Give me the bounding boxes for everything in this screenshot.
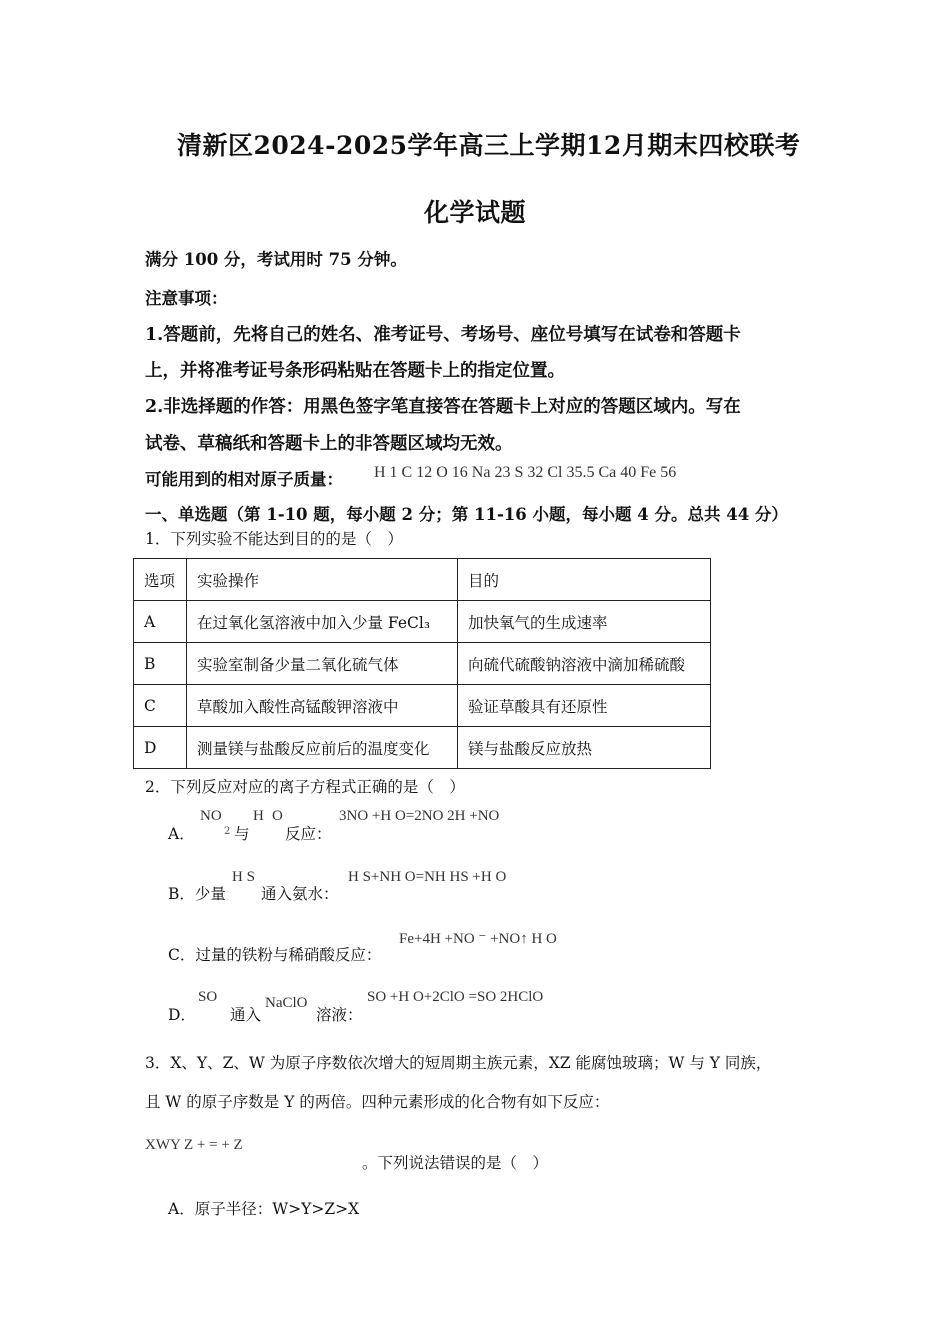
question-3-stem-line-1: 3．X、Y、Z、W 为原子序数依次增大的短周期主族元素，XZ 能腐蚀玻璃；W 与 Y 同族， xyxy=(145,1054,772,1072)
question-2-stem: 2．下列反应对应的离子方程式正确的是（ ） xyxy=(145,778,465,796)
notice-2-line-1: 2.非选择题的作答：用黑色签字笔直接答在答题卡上对应的答题区域内。写在 xyxy=(145,397,741,417)
section-1-heading: 一、单选题（第 1-10 题，每小题 2 分；第 11-16 小题，每小题 4 分。总共 44 分） xyxy=(145,505,788,524)
question-3-stem-line-2: 且 W 的原子序数是 Y 的两倍。四种元素形成的化合物有如下反应： xyxy=(145,1093,610,1111)
table-row xyxy=(134,601,711,643)
q2-option-b-label: B．少量 xyxy=(168,885,226,903)
q2-b-mid-text: 通入氨水： xyxy=(261,885,339,903)
notice-1-line-2: 上，并将准考证号条形码粘贴在答题卡上的指定位置。 xyxy=(145,361,565,381)
q2-a-water-o: O xyxy=(272,808,283,824)
question-3-ask: 。下列说法错误的是（ ） xyxy=(362,1154,549,1172)
table-cell: 向硫代硫酸钠溶液中滴加稀硫酸 xyxy=(458,643,711,685)
notice-2-line-2: 试卷、草稿纸和答题卡上的非答题区域均无效。 xyxy=(145,434,513,454)
q2-b-equation: H S+NH O=NH HS +H O xyxy=(348,869,507,885)
q2-a-subscript: 2 xyxy=(224,826,231,837)
q2-a-water-h: H xyxy=(253,808,264,824)
q2-d-reagent: NaClO xyxy=(265,995,308,1011)
question-1-stem: 1．下列实验不能达到目的的是（ ） xyxy=(145,530,403,548)
table-row xyxy=(134,685,711,727)
table-cell: D xyxy=(134,727,187,769)
table-cell: 在过氧化氢溶液中加入少量 FeCl₃ xyxy=(187,601,458,643)
table-cell: 实验室制备少量二氧化硫气体 xyxy=(187,643,458,685)
q2-option-a-label: A． xyxy=(168,825,195,843)
atomic-mass-values: H 1 C 12 O 16 Na 23 S 32 Cl 35.5 Ca 40 Fe 56 xyxy=(374,464,677,481)
table-cell: 镁与盐酸反应放热 xyxy=(458,727,711,769)
notice-1-line-1: 1.答题前，先将自己的姓名、准考证号、考场号、座位号填写在试卷和答题卡 xyxy=(145,325,741,345)
question-3-equation: XWY Z + = + Z xyxy=(145,1137,243,1153)
table-cell: A xyxy=(134,601,187,643)
question-1-table xyxy=(133,558,711,769)
q2-b-hydrogen-sulfide: H S xyxy=(232,869,255,885)
q2-d-mid-text: 通入 xyxy=(230,1006,262,1024)
table-header-cell: 目的 xyxy=(458,559,711,601)
q2-d-equation: SO +H O+2ClO =SO 2HClO xyxy=(367,989,544,1005)
notice-heading: 注意事项： xyxy=(145,289,228,308)
table-cell: B xyxy=(134,643,187,685)
question-3-option-a: A．原子半径：W>Y>Z>X xyxy=(168,1200,360,1218)
table-cell: C xyxy=(134,685,187,727)
table-header-row xyxy=(134,559,711,601)
paper-title: 清新区2024-2025学年高三上学期12月期末四校联考 xyxy=(177,131,801,160)
q2-d-tail-text: 溶液： xyxy=(316,1006,363,1024)
table-header-cell: 实验操作 xyxy=(187,559,458,601)
table-cell: 加快氧气的生成速率 xyxy=(458,601,711,643)
table-row xyxy=(134,643,711,685)
q2-a-with: 与 xyxy=(234,825,250,843)
q2-a-nitrogen-dioxide: NO xyxy=(200,808,222,824)
table-cell: 测量镁与盐酸反应前后的温度变化 xyxy=(187,727,458,769)
q2-option-d-label: D． xyxy=(168,1006,196,1024)
table-cell: 草酸加入酸性高锰酸钾溶液中 xyxy=(187,685,458,727)
table-row xyxy=(134,727,711,769)
score-note: 满分 100 分，考试用时 75 分钟。 xyxy=(145,250,407,269)
paper-subject-title: 化学试题 xyxy=(424,198,527,227)
atomic-mass-label: 可能用到的相对原子质量： xyxy=(145,470,343,489)
q2-d-sulfur-dioxide: SO xyxy=(198,989,218,1005)
table-header-cell: 选项 xyxy=(134,559,187,601)
q2-a-equation: 3NO +H O=2NO 2H +NO xyxy=(339,808,500,824)
q2-a-reaction-text: 反应： xyxy=(285,825,332,843)
q2-c-equation: Fe+4H +NO ⁻ +NO↑ H O xyxy=(399,931,557,947)
q2-option-c-label: C．过量的铁粉与稀硝酸反应： xyxy=(168,946,382,964)
table-cell: 验证草酸具有还原性 xyxy=(458,685,711,727)
